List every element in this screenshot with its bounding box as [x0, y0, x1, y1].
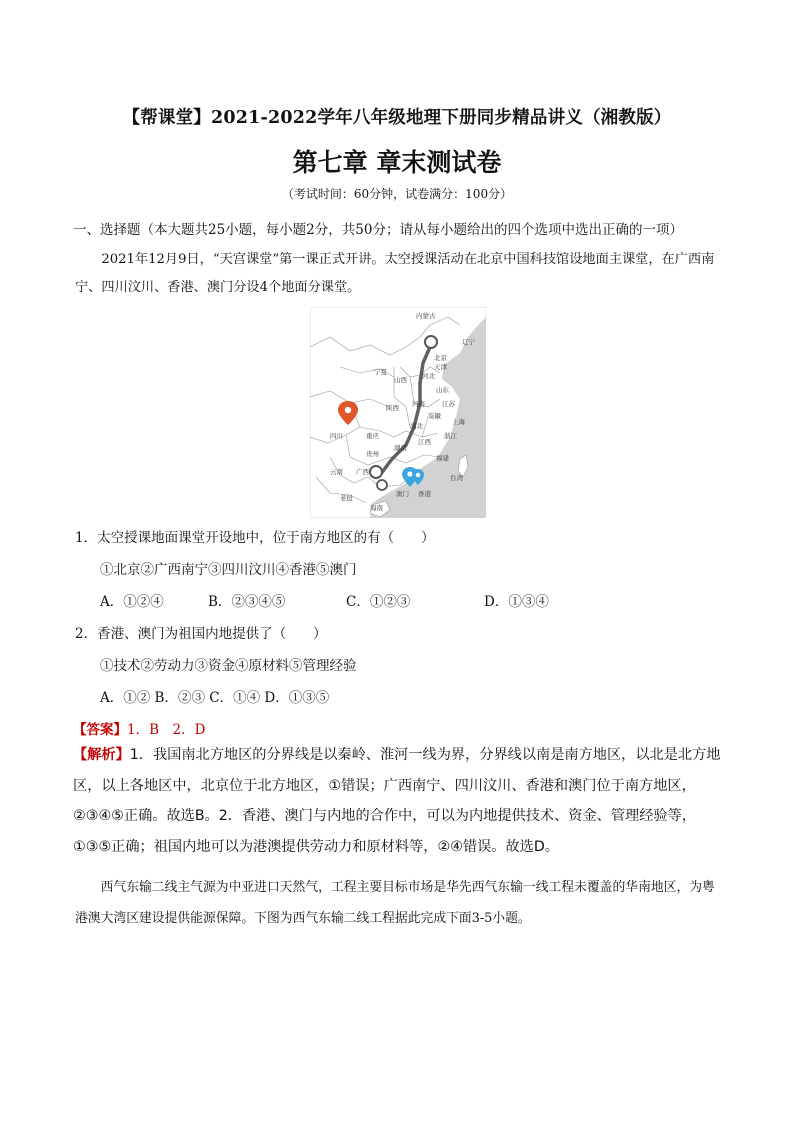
- analysis-text: 1．我国南北方地区的分界线是以秦岭、淮河一线为界，分界线以南是南方地区，以北是北方地区，以上各地区中，北京位于北方地区，①错误；广西南宁、四川汶川、香港和澳门位于南方地区，②③④⑤正确。故选B。2．香港、澳门与内地的合作中，可以为内地提供技术、资金、管理经验等，①③⑤正确；祖国内地可以为港澳提供劳动力和原材料等，②④错误。故选D。: [73, 747, 721, 855]
- chapter-title: 第七章 章末测试卷: [292, 148, 502, 177]
- question-1-items: ①北京②广西南宁③四川汶川④香港⑤澳门: [100, 562, 357, 578]
- map-label: 天津: [434, 363, 447, 371]
- map-label: 江西: [418, 438, 431, 446]
- map-label: 辽宁: [462, 338, 475, 346]
- china-classroom-map: [310, 307, 486, 518]
- question-1-option-a: A．①②④: [100, 594, 164, 610]
- answer-text: 1．B 2．D: [127, 722, 206, 738]
- analysis-block: [73, 740, 725, 862]
- map-label: 河北: [422, 372, 435, 380]
- map-label: 浙江: [444, 432, 457, 440]
- map-label: 山东: [436, 386, 449, 394]
- map-label: 上海: [452, 418, 465, 426]
- map-label: 贵州: [366, 450, 379, 458]
- map-label: 海南: [370, 504, 383, 512]
- exam-info: （考试时间：60分钟，试卷满分：100分）: [281, 187, 513, 201]
- map-label: 山西: [394, 376, 407, 384]
- question-1-stem: 1．太空授课地面课堂开设地中，位于南方地区的有（ ）: [75, 530, 435, 546]
- map-label: 四川: [330, 432, 343, 440]
- answer-label: 【答案】: [73, 722, 127, 738]
- map-label: 台湾: [450, 474, 463, 482]
- question-1-option-c: C．①②③: [346, 594, 411, 610]
- map-label: 湖北: [410, 422, 423, 430]
- map-label: 澳门: [396, 490, 409, 498]
- answer-line: [73, 718, 205, 738]
- map-label: 北京: [434, 354, 447, 362]
- map-label: 福建: [436, 454, 449, 462]
- question-1-option-b: B．②③④⑤: [208, 594, 286, 610]
- map-label: 江苏: [442, 400, 455, 408]
- map-label: 安徽: [428, 412, 441, 420]
- map-label: 河南: [412, 400, 425, 408]
- question-2-stem: 2．香港、澳门为祖国内地提供了（ ）: [75, 626, 327, 642]
- map-label: 广西: [356, 468, 369, 476]
- map-graphic: [310, 307, 486, 518]
- map-label: 陕西: [386, 404, 399, 412]
- map-label: 老挝: [340, 494, 353, 502]
- map-label: 湖南: [394, 444, 407, 452]
- map-label: 内蒙古: [416, 312, 436, 320]
- map-label: 宁夏: [374, 368, 387, 376]
- series-title: 【帮课堂】2021-2022学年八年级地理下册同步精品讲义（湘教版）: [122, 108, 672, 128]
- question-2-items: ①技术②劳动力③资金④原材料⑤管理经验: [100, 658, 357, 674]
- map-label: 云南: [330, 468, 343, 476]
- section-heading: 一、选择题（本大题共25小题，每小题2分，共50分；请从每小题给出的四个选项中选出正确的一项）: [73, 222, 683, 238]
- map-label: 重庆: [366, 432, 379, 440]
- map-label: 香港: [418, 490, 431, 498]
- passage-1: 2021年12月9日，“天宫课堂”第一课正式开讲。太空授课活动在北京中国科技馆设地面主课堂，在广西南宁、四川汶川、香港、澳门分设4个地面分课堂。: [75, 252, 715, 295]
- analysis-label: 【解析】: [73, 747, 130, 763]
- passage-2: 西气东输二线主气源为中亚进口天然气，工程主要目标市场是华先西气东输一线工程未覆盖的华南地区，为粤港澳大湾区建设提供能源保障。下图为西气东输二线工程据此完成下面3-5小题。: [75, 880, 715, 926]
- question-2-options: A．①② B．②③ C．①④ D．①③⑤: [100, 690, 330, 706]
- question-1-option-d: D．①③④: [484, 594, 549, 610]
